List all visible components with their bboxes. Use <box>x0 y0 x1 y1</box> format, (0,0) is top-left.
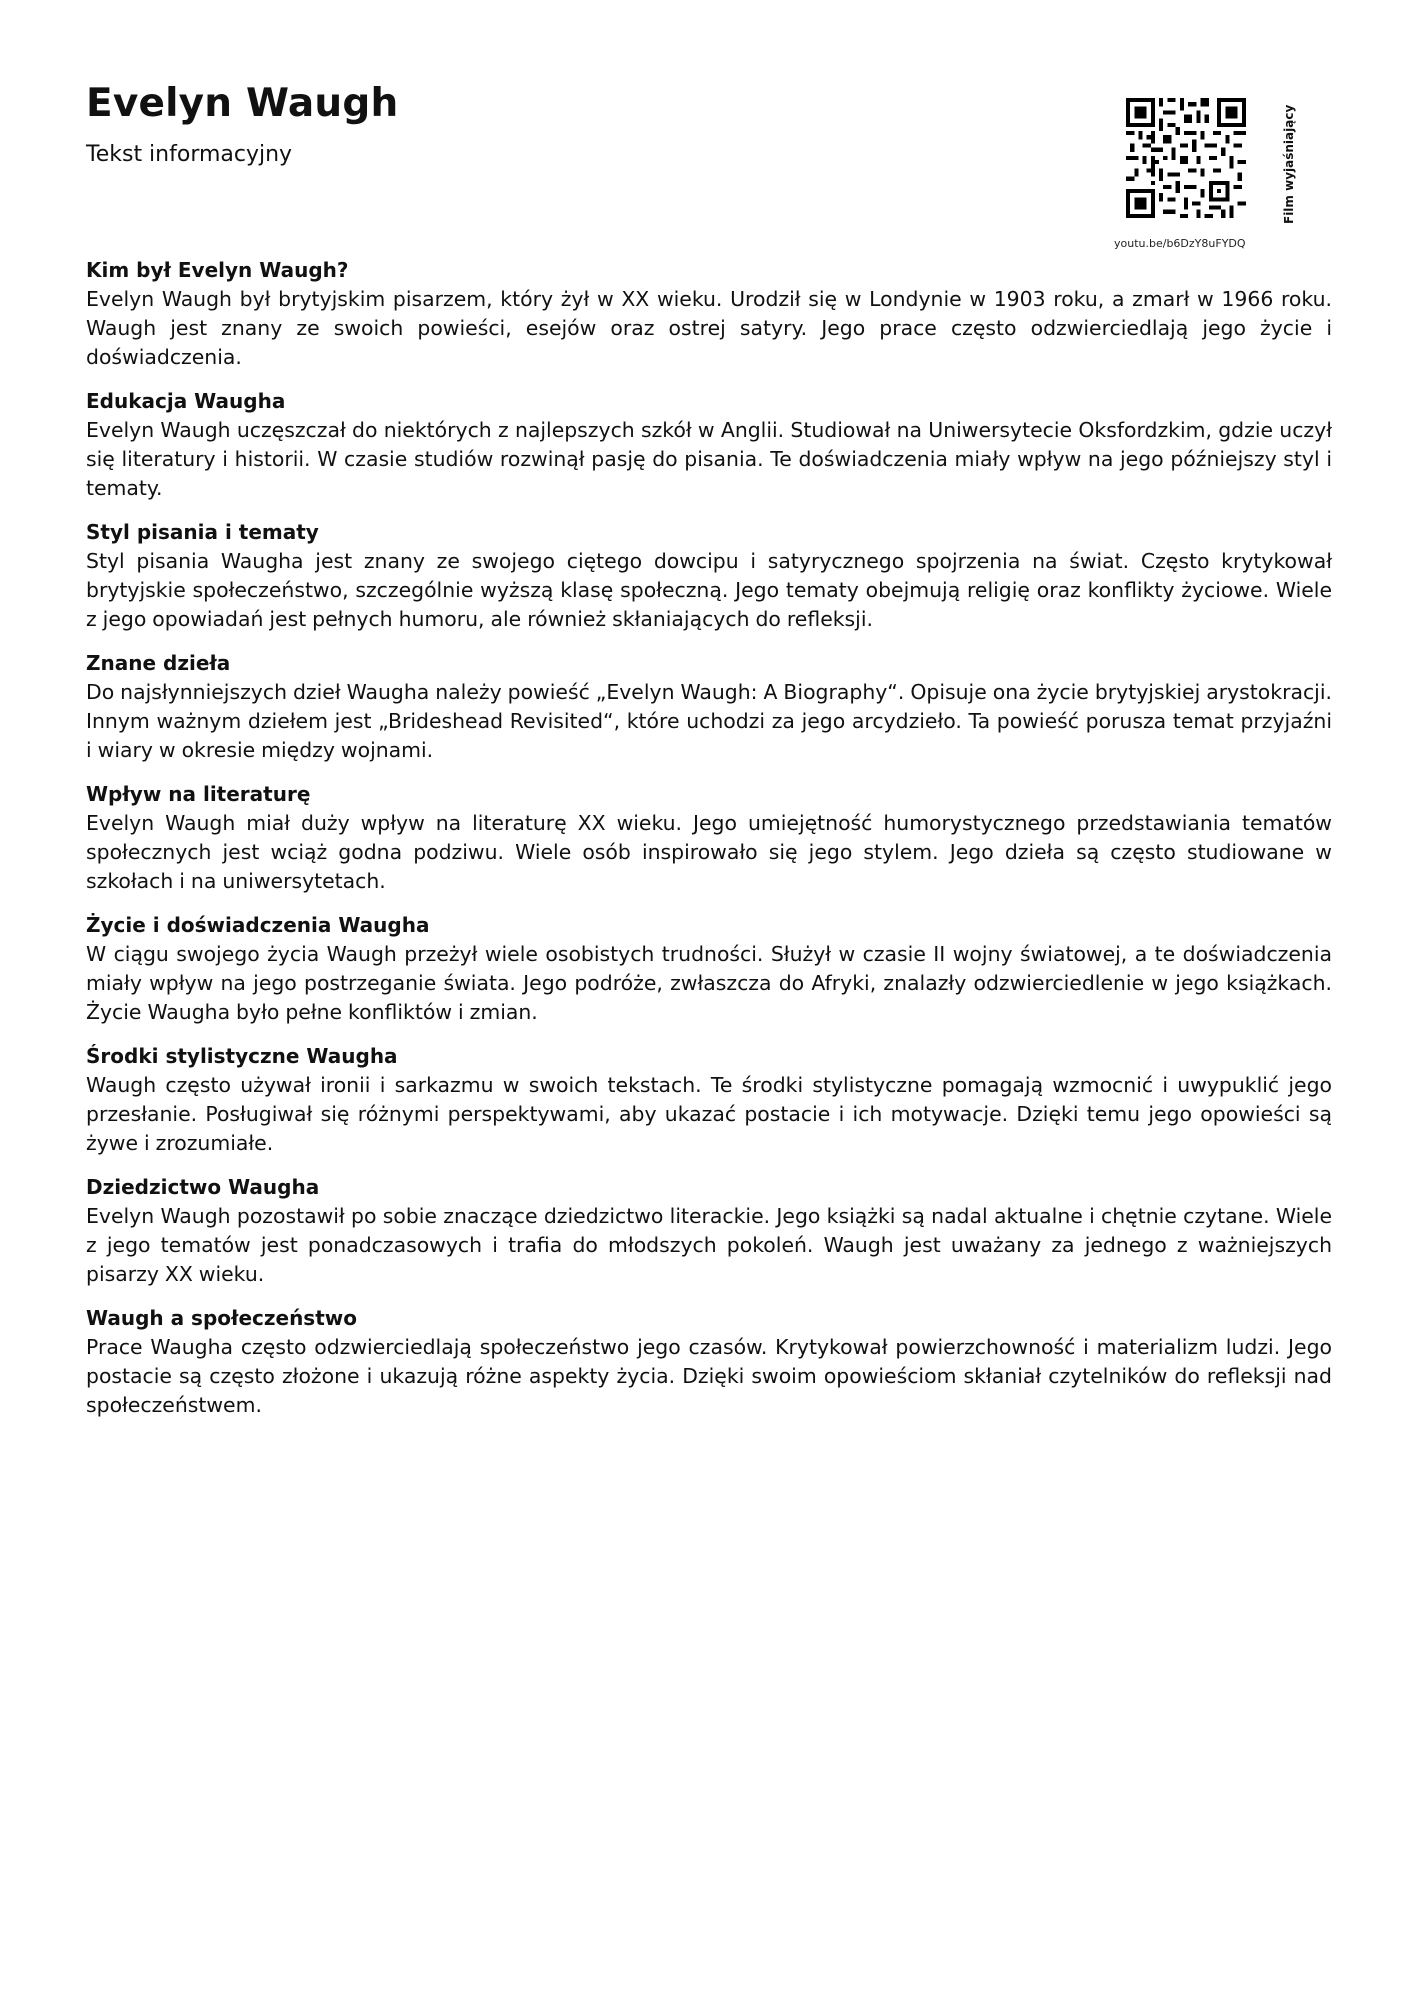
section-body: Prace Waugha często odzwierciedlają społeczeństwo jego czasów. Krytykował powierzchowność i materializm ludzi. Jego postacie są często złożone i ukazują różne aspekty życia. Dzięki swoim opowieściom skłaniał czytelników do refleksji nad społeczeństwem. <box>86 1335 1332 1417</box>
section-works <box>86 649 1332 765</box>
section-body: Evelyn Waugh uczęszczał do niektórych z najlepszych szkół w Anglii. Studiował na Uniwersytecie Oksfordzkim, gdzie uczył się literatury i historii. W czasie studiów rozwinął pasję do pisania. Te doświadczenia miały wpływ na jego późniejszy styl i tematy. <box>86 418 1332 500</box>
section-society <box>86 1304 1332 1420</box>
qr-code-icon[interactable] <box>1126 98 1246 218</box>
qr-code-block <box>1110 98 1290 254</box>
section-body: Waugh często używał ironii i sarkazmu w swoich tekstach. Te środki stylistyczne pomagają wzmocnić i uwypuklić jego przesłanie. Posługiwał się różnymi perspektywami, aby ukazać postacie i ich motywacje. Dzięki temu jego opowieści są żywe i zrozumiałe. <box>86 1073 1332 1155</box>
section-body: W ciągu swojego życia Waugh przeżył wiele osobistych trudności. Służył w czasie II wojny światowej, a te doświadczenia miały wpływ na jego postrzeganie świata. Jego podróże, zwłaszcza do Afryki, znalazły odzwierciedlenie w jego książkach. Życie Waugha było pełne konfliktów i zmian. <box>86 942 1332 1024</box>
section-body: Evelyn Waugh był brytyjskim pisarzem, który żył w XX wieku. Urodził się w Londynie w 1903 roku, a zmarł w 1966 roku. Waugh jest znany ze swoich powieści, esejów oraz ostrej satyry. Jego prace często odzwierciedlają jego życie i doświadczenia. <box>86 287 1332 369</box>
section-heading: Znane dzieła <box>86 651 231 675</box>
section-education <box>86 387 1332 503</box>
section-body: Evelyn Waugh miał duży wpływ na literaturę XX wieku. Jego umiejętność humorystycznego przedstawiania tematów społecznych jest wciąż godna podziwu. Wiele osób inspirowało się jego stylem. Jego dzieła są często studiowane w szkołach i na uniwersytetach. <box>86 811 1332 893</box>
document-content <box>86 256 1332 1435</box>
section-heading: Życie i doświadczenia Waugha <box>86 913 430 937</box>
section-heading: Środki stylistyczne Waugha <box>86 1044 398 1068</box>
section-legacy <box>86 1173 1332 1289</box>
section-body: Evelyn Waugh pozostawił po sobie znaczące dziedzictwo literackie. Jego książki są nadal aktualne i chętnie czytane. Wiele z jego tematów jest ponadczasowych i trafia do młodszych pokoleń. Waugh jest uważany za jednego z ważniejszych pisarzy XX wieku. <box>86 1204 1332 1286</box>
qr-url[interactable]: youtu.be/b6DzY8uFYDQ <box>1114 237 1246 250</box>
section-heading: Kim był Evelyn Waugh? <box>86 258 349 282</box>
section-influence <box>86 780 1332 896</box>
page-subtitle: Tekst informacyjny <box>86 142 293 167</box>
section-heading: Styl pisania i tematy <box>86 520 319 544</box>
section-who <box>86 256 1332 372</box>
section-heading: Waugh a społeczeństwo <box>86 1306 357 1330</box>
section-body: Do najsłynniejszych dzieł Waugha należy powieść „Evelyn Waugh: A Biography“. Opisuje ona życie brytyjskiej arystokracji. Innym ważnym dziełem jest „Brideshead Revisited“, które uchodzi za jego arcydzieło. Ta powieść porusza temat przyjaźni i wiary w okresie między wojnami. <box>86 680 1332 762</box>
section-heading: Dziedzictwo Waugha <box>86 1175 320 1199</box>
section-body: Styl pisania Waugha jest znany ze swojego ciętego dowcipu i satyrycznego spojrzenia na świat. Często krytykował brytyjskie społeczeństwo, szczególnie wyższą klasę społeczną. Jego tematy obejmują religię oraz konflikty życiowe. Wiele z jego opowiadań jest pełnych humoru, ale również skłaniających do refleksji. <box>86 549 1332 631</box>
section-style <box>86 518 1332 634</box>
section-heading: Edukacja Waugha <box>86 389 286 413</box>
qr-side-label: Film wyjaśniający <box>1282 104 1296 224</box>
section-stylistic-devices <box>86 1042 1332 1158</box>
section-life <box>86 911 1332 1027</box>
page-title: Evelyn Waugh <box>86 81 399 126</box>
section-heading: Wpływ na literaturę <box>86 782 311 806</box>
